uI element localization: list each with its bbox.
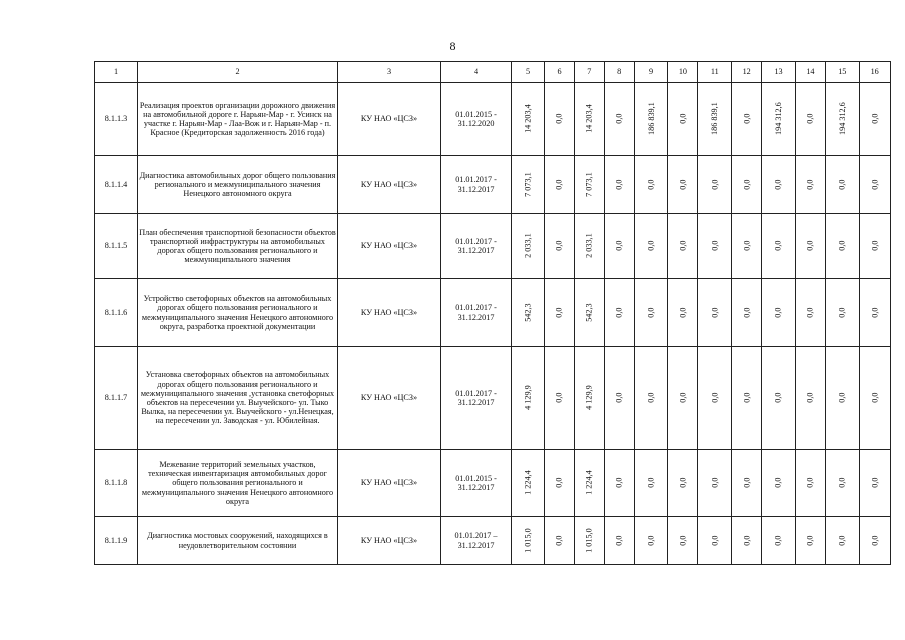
value-cell bbox=[545, 347, 575, 450]
table-row bbox=[95, 214, 891, 279]
value-cell bbox=[825, 214, 859, 279]
value-cell bbox=[825, 517, 859, 565]
value-cell bbox=[762, 214, 796, 279]
value-text: 0,0 bbox=[646, 392, 656, 404]
value-text: 0,0 bbox=[554, 535, 564, 546]
value-text: 0,0 bbox=[805, 535, 815, 546]
value-cell bbox=[825, 450, 859, 517]
value-text: 186 839,1 bbox=[710, 102, 720, 136]
value-cell bbox=[732, 83, 762, 156]
value-cell bbox=[668, 83, 698, 156]
table-row bbox=[95, 279, 891, 347]
value-text: 2 033,1 bbox=[523, 233, 533, 259]
row-description: План обеспечения транспортной безопасности объектов транспортной инфраструктуры на автомобильных дорогах общего пользования регионального и межмуниципального значения bbox=[138, 214, 338, 279]
value-text: 0,0 bbox=[742, 240, 752, 252]
value-cell bbox=[512, 156, 545, 214]
value-cell bbox=[604, 83, 634, 156]
value-text: 0,0 bbox=[678, 240, 688, 252]
value-cell bbox=[604, 279, 634, 347]
value-text: 0,0 bbox=[773, 535, 783, 546]
value-cell bbox=[732, 214, 762, 279]
value-cell bbox=[634, 156, 668, 214]
column-header: 7 bbox=[575, 62, 605, 83]
value-text: 0,0 bbox=[646, 179, 656, 190]
value-cell bbox=[575, 279, 605, 347]
value-text: 0,0 bbox=[554, 179, 564, 190]
value-cell bbox=[698, 83, 732, 156]
value-cell bbox=[795, 450, 825, 517]
value-cell bbox=[698, 517, 732, 565]
value-text: 194 312,6 bbox=[837, 102, 847, 136]
value-cell bbox=[762, 450, 796, 517]
value-cell bbox=[634, 279, 668, 347]
column-header: 12 bbox=[732, 62, 762, 83]
value-text: 0,0 bbox=[554, 307, 564, 318]
value-cell bbox=[859, 156, 890, 214]
value-cell bbox=[762, 517, 796, 565]
value-cell bbox=[732, 517, 762, 565]
value-text: 1 015,0 bbox=[584, 528, 594, 553]
value-text: 0,0 bbox=[870, 535, 880, 546]
value-text: 0,0 bbox=[773, 240, 783, 252]
value-text: 0,0 bbox=[614, 307, 624, 318]
row-executor: КУ НАО «ЦСЗ» bbox=[338, 214, 441, 279]
value-cell bbox=[575, 83, 605, 156]
value-cell bbox=[762, 347, 796, 450]
value-text: 0,0 bbox=[870, 179, 880, 190]
value-cell bbox=[825, 279, 859, 347]
value-cell bbox=[698, 450, 732, 517]
value-text: 1 224,4 bbox=[584, 470, 594, 496]
value-cell bbox=[668, 214, 698, 279]
row-description: Диагностика автомобильных дорог общего пользования регионального и межмуниципального значения Ненецкого автономного округа bbox=[138, 156, 338, 214]
value-text: 0,0 bbox=[646, 240, 656, 252]
value-cell bbox=[512, 279, 545, 347]
value-text: 0,0 bbox=[614, 179, 624, 190]
value-text: 0,0 bbox=[742, 477, 752, 489]
row-executor: КУ НАО «ЦСЗ» bbox=[338, 450, 441, 517]
value-text: 0,0 bbox=[614, 240, 624, 252]
value-cell bbox=[795, 347, 825, 450]
value-cell bbox=[795, 279, 825, 347]
row-period: 01.01.2017 - 31.12.2017 bbox=[441, 279, 512, 347]
value-cell bbox=[825, 156, 859, 214]
value-text: 0,0 bbox=[554, 240, 564, 252]
value-cell bbox=[512, 83, 545, 156]
value-cell bbox=[762, 83, 796, 156]
value-cell bbox=[604, 214, 634, 279]
row-period: 01.01.2017 - 31.12.2017 bbox=[441, 347, 512, 450]
value-text: 0,0 bbox=[710, 307, 720, 318]
value-text: 0,0 bbox=[837, 535, 847, 546]
value-text: 0,0 bbox=[710, 392, 720, 404]
value-text: 7 073,1 bbox=[523, 172, 533, 197]
row-code: 8.1.1.3 bbox=[95, 83, 138, 156]
value-cell bbox=[512, 517, 545, 565]
column-header: 10 bbox=[668, 62, 698, 83]
row-code: 8.1.1.9 bbox=[95, 517, 138, 565]
value-cell bbox=[668, 156, 698, 214]
value-cell bbox=[795, 517, 825, 565]
value-text: 0,0 bbox=[870, 477, 880, 489]
row-period: 01.01.2015 - 31.12.2017 bbox=[441, 450, 512, 517]
value-cell bbox=[762, 156, 796, 214]
column-header: 14 bbox=[795, 62, 825, 83]
value-cell bbox=[859, 517, 890, 565]
value-cell bbox=[545, 214, 575, 279]
row-executor: КУ НАО «ЦСЗ» bbox=[338, 156, 441, 214]
value-cell bbox=[698, 279, 732, 347]
value-cell bbox=[604, 156, 634, 214]
value-cell bbox=[604, 517, 634, 565]
value-text: 0,0 bbox=[646, 307, 656, 318]
value-cell bbox=[698, 214, 732, 279]
row-executor: КУ НАО «ЦСЗ» bbox=[338, 347, 441, 450]
column-header: 13 bbox=[762, 62, 796, 83]
value-text: 0,0 bbox=[837, 240, 847, 252]
value-text: 0,0 bbox=[805, 392, 815, 404]
value-text: 186 839,1 bbox=[646, 102, 656, 136]
value-text: 0,0 bbox=[554, 113, 564, 125]
value-cell bbox=[732, 347, 762, 450]
value-text: 0,0 bbox=[710, 179, 720, 190]
value-text: 194 312,6 bbox=[773, 102, 783, 136]
value-cell bbox=[604, 450, 634, 517]
value-cell bbox=[512, 450, 545, 517]
value-cell bbox=[634, 347, 668, 450]
value-text: 0,0 bbox=[710, 240, 720, 252]
value-cell bbox=[762, 279, 796, 347]
value-cell bbox=[545, 279, 575, 347]
value-text: 0,0 bbox=[805, 113, 815, 125]
value-text: 0,0 bbox=[742, 179, 752, 190]
value-text: 0,0 bbox=[837, 392, 847, 404]
column-header: 2 bbox=[138, 62, 338, 83]
row-code: 8.1.1.4 bbox=[95, 156, 138, 214]
value-text: 0,0 bbox=[837, 307, 847, 318]
value-cell bbox=[634, 450, 668, 517]
value-cell bbox=[634, 83, 668, 156]
row-description: Реализация проектов организации дорожного движения на автомобильной дороге г. Нарьян-Мар - г. Усинск на участке г. Нарьян-Мар - Лаа-Вож и г. Нарьян-Мар - п. Красное (Кредиторская задолженность 2016 года) bbox=[138, 83, 338, 156]
value-text: 0,0 bbox=[742, 113, 752, 125]
value-cell bbox=[545, 83, 575, 156]
value-cell bbox=[732, 450, 762, 517]
value-cell bbox=[859, 347, 890, 450]
value-text: 542,3 bbox=[584, 303, 594, 322]
value-text: 7 073,1 bbox=[584, 172, 594, 197]
column-header: 11 bbox=[698, 62, 732, 83]
value-cell bbox=[575, 450, 605, 517]
value-text: 0,0 bbox=[805, 307, 815, 318]
row-executor: КУ НАО «ЦСЗ» bbox=[338, 83, 441, 156]
column-header: 8 bbox=[604, 62, 634, 83]
value-text: 0,0 bbox=[710, 535, 720, 546]
value-text: 0,0 bbox=[646, 477, 656, 489]
value-text: 0,0 bbox=[870, 113, 880, 125]
row-description: Межевание территорий земельных участков, техническая инвентаризация автомобильных дорог общего пользования регионального и межмуниципального значения Ненецкого автономного округа bbox=[138, 450, 338, 517]
value-text: 0,0 bbox=[678, 113, 688, 125]
value-cell bbox=[698, 347, 732, 450]
value-cell bbox=[634, 517, 668, 565]
value-cell bbox=[634, 214, 668, 279]
column-header: 3 bbox=[338, 62, 441, 83]
value-cell bbox=[575, 517, 605, 565]
value-cell bbox=[668, 347, 698, 450]
value-text: 0,0 bbox=[870, 392, 880, 404]
value-text: 0,0 bbox=[837, 179, 847, 190]
value-cell bbox=[732, 156, 762, 214]
value-text: 0,0 bbox=[742, 307, 752, 318]
value-cell bbox=[859, 214, 890, 279]
row-period: 01.01.2017 – 31.12.2017 bbox=[441, 517, 512, 565]
column-header: 9 bbox=[634, 62, 668, 83]
header-row bbox=[95, 62, 891, 83]
value-cell bbox=[575, 214, 605, 279]
value-text: 14 203,4 bbox=[523, 104, 533, 134]
value-text: 1 015,0 bbox=[523, 528, 533, 553]
table-row bbox=[95, 156, 891, 214]
column-header: 4 bbox=[441, 62, 512, 83]
value-cell bbox=[859, 450, 890, 517]
value-cell bbox=[859, 83, 890, 156]
value-cell bbox=[668, 450, 698, 517]
value-text: 0,0 bbox=[614, 392, 624, 404]
column-header: 1 bbox=[95, 62, 138, 83]
value-cell bbox=[698, 156, 732, 214]
table-body bbox=[95, 83, 891, 565]
column-header: 6 bbox=[545, 62, 575, 83]
value-text: 2 033,1 bbox=[584, 233, 594, 259]
column-header: 5 bbox=[512, 62, 545, 83]
row-code: 8.1.1.5 bbox=[95, 214, 138, 279]
row-period: 01.01.2017 - 31.12.2017 bbox=[441, 214, 512, 279]
row-description: Диагностика мостовых сооружений, находящихся в неудовлетворительном состоянии bbox=[138, 517, 338, 565]
value-text: 0,0 bbox=[742, 392, 752, 404]
value-text: 0,0 bbox=[837, 477, 847, 489]
value-text: 4 129,9 bbox=[584, 385, 594, 411]
column-header: 16 bbox=[859, 62, 890, 83]
value-text: 0,0 bbox=[614, 535, 624, 546]
value-cell bbox=[575, 347, 605, 450]
table-row bbox=[95, 83, 891, 156]
value-text: 0,0 bbox=[773, 307, 783, 318]
value-text: 0,0 bbox=[773, 477, 783, 489]
value-text: 0,0 bbox=[614, 113, 624, 125]
value-cell bbox=[795, 214, 825, 279]
row-code: 8.1.1.6 bbox=[95, 279, 138, 347]
row-code: 8.1.1.8 bbox=[95, 450, 138, 517]
value-text: 0,0 bbox=[742, 535, 752, 546]
value-text: 0,0 bbox=[805, 179, 815, 190]
page-number: 8 bbox=[449, 39, 456, 53]
value-cell bbox=[795, 83, 825, 156]
program-table bbox=[94, 61, 891, 565]
table-row bbox=[95, 517, 891, 565]
value-cell bbox=[545, 517, 575, 565]
value-text: 0,0 bbox=[805, 240, 815, 252]
value-text: 0,0 bbox=[554, 392, 564, 404]
value-cell bbox=[604, 347, 634, 450]
column-header: 15 bbox=[825, 62, 859, 83]
value-text: 0,0 bbox=[710, 477, 720, 489]
value-text: 0,0 bbox=[678, 477, 688, 489]
row-executor: КУ НАО «ЦСЗ» bbox=[338, 517, 441, 565]
value-cell bbox=[575, 156, 605, 214]
row-period: 01.01.2015 - 31.12.2020 bbox=[441, 83, 512, 156]
value-text: 0,0 bbox=[773, 392, 783, 404]
value-text: 0,0 bbox=[870, 307, 880, 318]
value-text: 0,0 bbox=[773, 179, 783, 190]
value-cell bbox=[668, 517, 698, 565]
value-text: 0,0 bbox=[678, 307, 688, 318]
table-row bbox=[95, 450, 891, 517]
value-cell bbox=[795, 156, 825, 214]
value-cell bbox=[512, 347, 545, 450]
value-text: 14 203,4 bbox=[584, 104, 594, 134]
row-period: 01.01.2017 - 31.12.2017 bbox=[441, 156, 512, 214]
value-text: 0,0 bbox=[646, 535, 656, 546]
table-row bbox=[95, 347, 891, 450]
value-text: 0,0 bbox=[554, 477, 564, 489]
value-text: 0,0 bbox=[678, 535, 688, 546]
value-text: 0,0 bbox=[614, 477, 624, 489]
value-text: 1 224,4 bbox=[523, 470, 533, 496]
value-cell bbox=[825, 347, 859, 450]
value-text: 0,0 bbox=[678, 392, 688, 404]
value-text: 0,0 bbox=[805, 477, 815, 489]
value-cell bbox=[732, 279, 762, 347]
value-cell bbox=[545, 156, 575, 214]
row-code: 8.1.1.7 bbox=[95, 347, 138, 450]
row-executor: КУ НАО «ЦСЗ» bbox=[338, 279, 441, 347]
value-text: 4 129,9 bbox=[523, 385, 533, 411]
value-text: 542,3 bbox=[523, 303, 533, 322]
row-description: Устройство светофорных объектов на автомобильных дорогах общего пользования регионального и межмуниципального значения Ненецкого автономного округа, разработка проектной документации bbox=[138, 279, 338, 347]
value-cell bbox=[545, 450, 575, 517]
value-cell bbox=[859, 279, 890, 347]
row-description: Установка светофорных объектов на автомобильных дорогах общего пользования регионального и межмуниципального значения ,установка светофорных объектов на пересечении ул. Выучейского- ул. Тыко Вылка, на пересечении ул. Выучейского - ул.Ненецкая, на пересечении ул. Заводская - ул. Юбилейная. bbox=[138, 347, 338, 450]
value-text: 0,0 bbox=[678, 179, 688, 190]
value-cell bbox=[668, 279, 698, 347]
value-cell bbox=[825, 83, 859, 156]
value-cell bbox=[512, 214, 545, 279]
value-text: 0,0 bbox=[870, 240, 880, 252]
